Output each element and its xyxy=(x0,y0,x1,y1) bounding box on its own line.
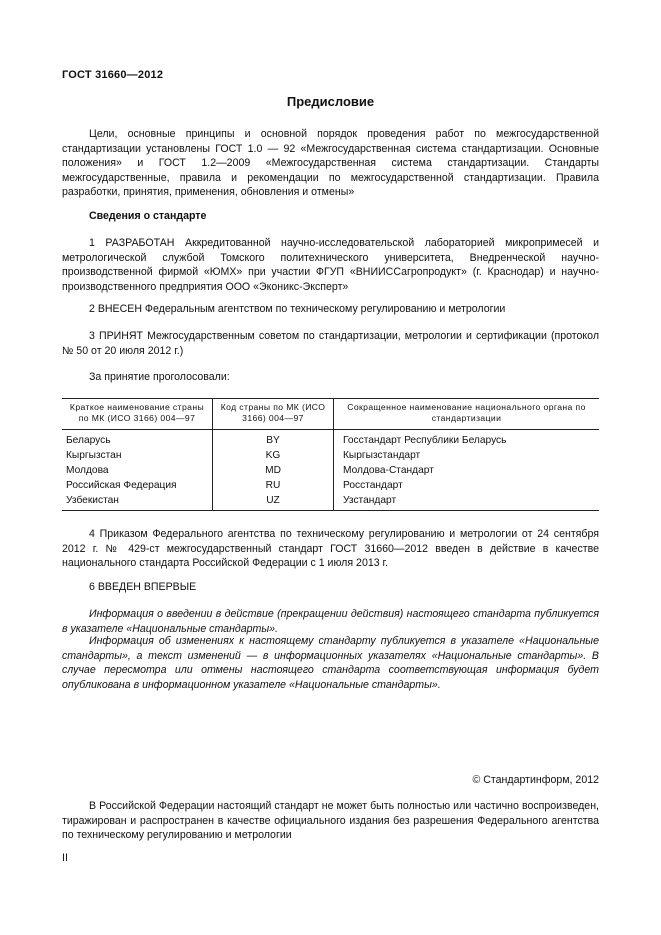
standard-info-heading: Сведения о стандарте xyxy=(89,210,207,222)
reproduction-notice: В Российской Федерации настоящий стандарт не может быть полностью или частично воспроизведен, тиражирован и распространен в качестве официального издания без разрешения Федерального агентства по техническому регулированию и метрологии xyxy=(62,800,599,841)
preface-intro: Цели, основные принципы и основной порядок проведения работ по межгосударственной стандартизации установлены ГОСТ 1.0 — 92 «Межгосударственная система стандартизации. Основные положения» и ГОСТ 1.2—2009 «Межгосударственная система стандартизации. Стандарты межгосударственные, правила и рекомендации по межгосударственной стандартизации. Правила разработки, принятия, применения, обновления и отмены» xyxy=(62,128,599,198)
country-code: UZ xyxy=(213,493,334,511)
country-name: Узбекистан xyxy=(62,493,213,511)
table-row xyxy=(62,430,599,449)
country-name: Молдова xyxy=(66,465,109,476)
standard-code: ГОСТ 31660—2012 xyxy=(62,69,164,81)
notice-changes: Информация об изменениях к настоящему стандарту публикуется в указателе «Национальные стандарты», а текст изменений — в информационных указателях «Национальные стандарты». В случае пересмотра или отмены настоящего стандарта соответствующая информация будет опубликована в информационном указателе «Национальные стандарты». xyxy=(62,635,599,691)
country-code: RU xyxy=(213,478,334,493)
country-code: MD xyxy=(213,463,334,478)
voting-table xyxy=(62,398,599,511)
country-name: Кыргызстан xyxy=(66,450,122,461)
column-header-body: Сокращенное наименование национального органа по стандартизации xyxy=(334,399,600,430)
info-item-order: 4 Приказом Федерального агентства по техническому регулированию и метрологии от 24 сентября 2012 г. № 429-ст межгосударственный стандарт ГОСТ 31660—2012 введен в действие в качестве национального стандарта Российской Федерации с 1 июля 2013 г. xyxy=(62,528,599,569)
info-item-developed: 1 РАЗРАБОТАН Аккредитованной научно-исследовательской лабораторией микропримесей и метрологической службой Томского политехнического университета, Внедренческой научно-производственной фирмой «ЮМХ» при участии ФГУП «ВНИИССагропродукт» (г. Краснодар) и научно-производственного предприятия ООО «Эконикс-Эксперт» xyxy=(62,237,599,293)
country-code: KG xyxy=(213,448,334,463)
column-header-code: Код страны по МК (ИСО 3166) 004—97 xyxy=(213,399,334,430)
country-name: Беларусь xyxy=(66,435,111,446)
standards-body: Молдова-Стандарт xyxy=(334,463,600,478)
standards-body: Госстандарт Республики Беларусь xyxy=(334,430,600,449)
info-item-introduced: 2 ВНЕСЕН Федеральным агентством по техническому регулированию и метрологии xyxy=(89,303,506,315)
standards-body: Росстандарт xyxy=(334,478,600,493)
info-item-adopted: 3 ПРИНЯТ Межгосударственным советом по стандартизации, метрологии и сертификации (протокол № 50 от 20 июля 2012 г.) xyxy=(62,330,599,357)
table-header-row xyxy=(62,399,599,430)
page-number: II xyxy=(62,852,68,864)
copyright-notice: © Стандартинформ, 2012 xyxy=(472,774,599,786)
table-row xyxy=(62,448,599,463)
voted-label: За принятие проголосовали: xyxy=(89,371,230,383)
standards-body: Кыргызстандарт xyxy=(334,448,600,463)
country-code: BY xyxy=(213,430,334,449)
country-name: Российская Федерация xyxy=(66,480,177,491)
page-title: Предисловие xyxy=(286,94,375,109)
notice-publication: Информация о введении в действие (прекращении действия) настоящего стандарта публикуется в указателе «Национальные стандарты». xyxy=(62,608,599,635)
column-header-country: Краткое наименование страны по МК (ИСО 3166) 004—97 xyxy=(62,399,213,430)
info-item-first-introduced: 6 ВВЕДЕН ВПЕРВЫЕ xyxy=(89,581,197,593)
table-row xyxy=(62,478,599,493)
table-row xyxy=(62,463,599,478)
table-row xyxy=(62,493,599,511)
standards-body: Узстандарт xyxy=(334,493,600,511)
